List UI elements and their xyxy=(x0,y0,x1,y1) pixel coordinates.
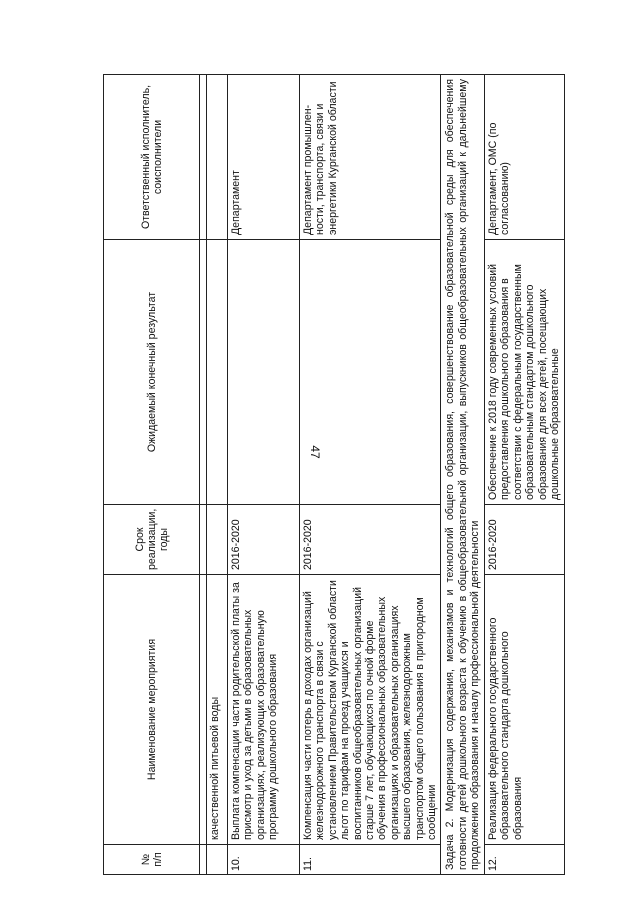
row-responsible: Департамент, ОМС (по согласованию) xyxy=(485,75,564,240)
header-result: Ожидаемый конечный результат xyxy=(104,240,200,505)
row-name: Реализация федерального государственного образовательного стандарта дошкольного образования xyxy=(485,575,564,845)
row-result: Обеспечение к 2018 году современных условий предоставления дошкольного образования в соответствии с федеральным государственным образовательным стандартом дошкольного образования для всех детей, посещающих дошкольные образовательные xyxy=(485,240,564,505)
row-responsible: Департамент xyxy=(228,75,300,240)
table-row xyxy=(207,75,228,875)
row-result xyxy=(228,240,300,505)
table-row xyxy=(300,75,441,875)
header-term: Срок реализации, годы xyxy=(104,505,200,575)
row-num: 11. xyxy=(300,845,441,875)
table-row xyxy=(485,75,564,875)
header-row xyxy=(104,75,200,875)
row-name: Компенсация части потерь в доходах организаций железнодорожного транспорта в связи с установлением Правительством Курганской области льгот по тарифам на проезд учащихся и воспитанников общеобразовательных организаций старше 7 лет, обучающихся по очной форме обучения в профессиональных образовательных организациях и образовательных организациях высшего образования, железнодорожным транспортом общего пользования в пригородном сообщении xyxy=(300,575,441,845)
row-num: 10. xyxy=(228,845,300,875)
header-responsible: Ответственный исполнитель, соисполнители xyxy=(104,75,200,240)
row-num: 12. xyxy=(485,845,564,875)
table-row xyxy=(228,75,300,875)
task-row xyxy=(441,75,485,875)
rotated-table-container xyxy=(103,75,562,875)
row-result xyxy=(300,240,441,505)
row-term: 2016-2020 xyxy=(300,505,441,575)
row-term: 2016-2020 xyxy=(485,505,564,575)
activities-table xyxy=(103,74,565,875)
row-term: 2016-2020 xyxy=(228,505,300,575)
row-name: Выплата компенсации части родительской платы за присмотр и уход за детьми в образовательных организациях, реализующих образовательную программу дошкольного образования xyxy=(228,575,300,845)
continuation-text: качественной питьевой воды xyxy=(207,575,228,845)
header-name: Наименование мероприятия xyxy=(104,575,200,845)
row-responsible: Департамент промышлен-ности, транспорта, связи и энергетики Курганской области xyxy=(300,75,441,240)
table-row xyxy=(200,75,207,875)
page-number: 47 xyxy=(308,445,322,459)
header-num: № п/п xyxy=(104,845,200,875)
task-text: Задача 2. Модернизация содержания, механизмов и технологий общего образования, совершенствование образовательной среды для обеспечения готовности детей дошкольного возраста к обучению в общеобразовательной организации, выпускников общеобразовательных организаций к дальнейшему продолжению образования и началу профессиональной деятельности xyxy=(441,75,485,875)
